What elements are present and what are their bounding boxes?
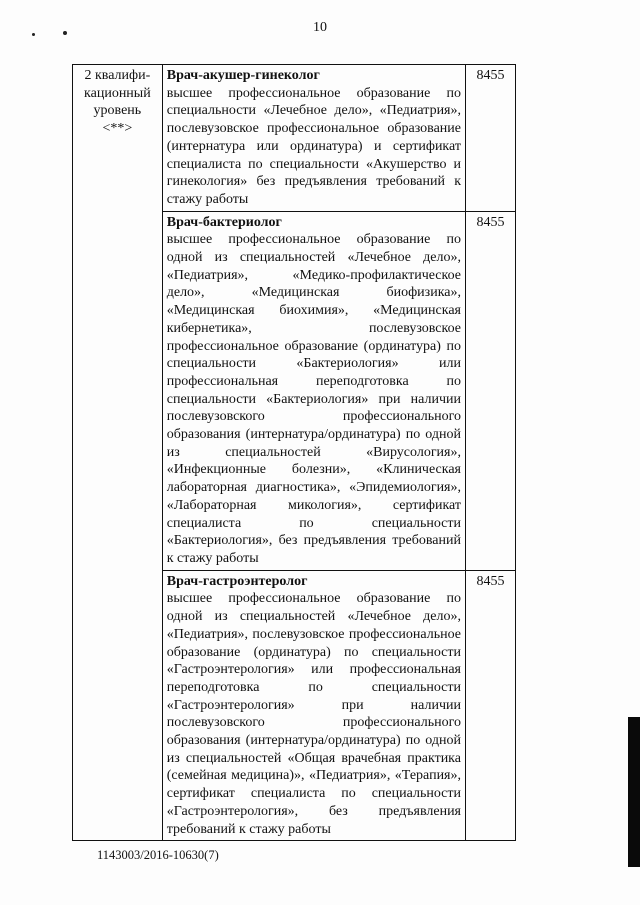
document-code: 1143003/2016-10630(7) <box>97 848 219 862</box>
position-title: Врач-акушер-гинеколог <box>166 68 320 83</box>
position-description-cell <box>162 570 465 841</box>
position-title: Врач-гастроэнтеролог <box>166 573 308 589</box>
scan-edge-shadow <box>628 717 640 867</box>
scan-speck <box>32 33 35 36</box>
position-requirements: высшее профессиональное образование по специальности «Лечебное дело», «Педиатрия», послевузовское профессиональное образование (интернатура или ординатура) и сертификат специалиста по специальности «Акушерство и гинекология» без предъявления требований к стажу работы <box>166 85 461 207</box>
page-number: 10 <box>313 20 327 35</box>
salary-cell: 8455 <box>466 65 516 212</box>
qualification-table <box>72 64 516 841</box>
position-requirements: высшее профессиональное образование по одной из специальностей «Лечебное дело», «Педиатрия», «Медико-профилактическое дело», «Медицинская биофизика», «Медицинская биохимия», «Медицинская кибернетика», послевузовское профессиональное образование (ординатура) по специальности «Бактериология» или профессиональная переподготовка по специальности «Бактериология» при наличии послевузовского профессионального образования (интернатура/ординатура) по одной из специальностей «Вирусология», «Инфекционные болезни», «Клиническая лабораторная диагностика», «Эпидемиология», «Лабораторная микология», сертификат специалиста по специальности «Бактериология», без предъявления требований к стажу работы <box>166 232 461 566</box>
salary-cell: 8455 <box>466 570 516 841</box>
scan-speck <box>63 31 67 35</box>
position-title: Врач-бактериолог <box>166 214 282 230</box>
salary-cell: 8455 <box>466 211 516 570</box>
table-row <box>73 65 516 212</box>
position-description-cell <box>162 65 465 212</box>
qualification-level-cell: 2 квалифи-кационный уровень <**> <box>73 65 163 841</box>
position-description-cell <box>162 211 465 570</box>
position-requirements: высшее профессиональное образование по одной из специальностей «Лечебное дело», «Педиатрия», послевузовское профессиональное образование (ординатура) по специальности «Гастроэнтерология» или профессиональная переподготовка по специальности «Гастроэнтерология» при наличии послевузовского профессионального образования (интернатура/ординатура) по одной из специальностей «Общая врачебная практика (семейная медицина)», «Педиатрия», «Терапия», сертификат специалиста по специальности «Гастроэнтерология», без предъявления требований к стажу работы <box>166 591 461 837</box>
